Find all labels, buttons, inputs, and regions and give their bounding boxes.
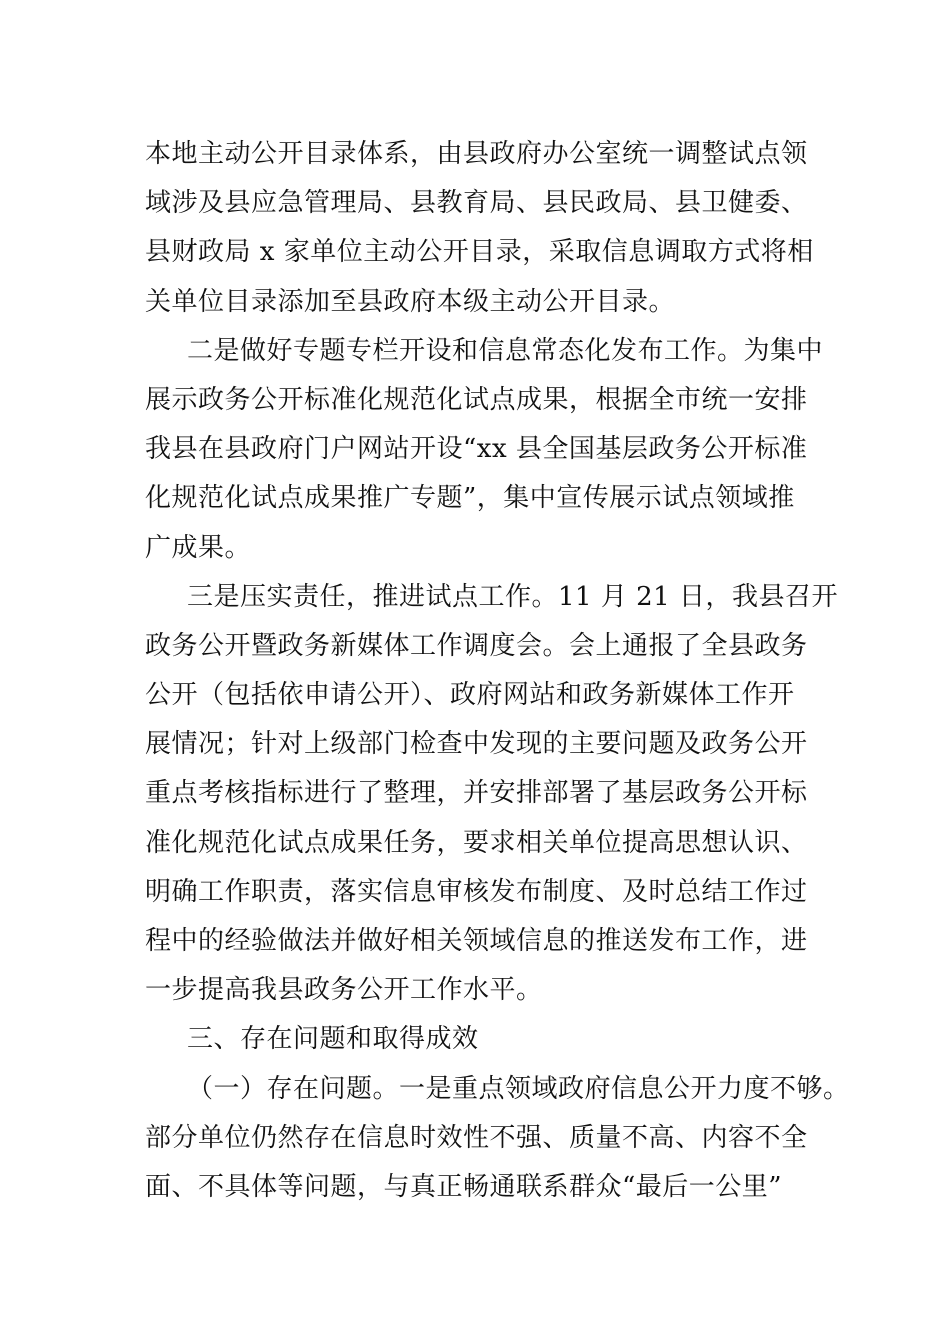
text-line: 关单位目录添加至县政府本级主动公开目录。 [145, 286, 676, 317]
paragraph-start-line: （一）存在问题。一是重点领域政府信息公开力度不够。 [187, 1073, 850, 1104]
text-line: 部分单位仍然存在信息时效性不强、质量不高、内容不全 [145, 1122, 808, 1153]
paragraph-start-line: 二是做好专题专栏开设和信息常态化发布工作。为集中 [187, 335, 824, 366]
text-line: 广成果。 [145, 532, 252, 563]
text-line: 明确工作职责，落实信息审核发布制度、及时总结工作过 [145, 876, 808, 907]
text-line: 域涉及县应急管理局、县教育局、县民政局、县卫健委、 [145, 188, 808, 219]
text-line: 展示政务公开标准化规范化试点成果，根据全市统一安排 [145, 384, 808, 415]
section-heading: 三、存在问题和取得成效 [187, 1024, 479, 1055]
text-line: 面、不具体等问题，与真正畅通联系群众“最后一公里” [145, 1171, 783, 1202]
text-line: 本地主动公开目录体系，由县政府办公室统一调整试点领 [145, 139, 808, 169]
text-line: 程中的经验做法并做好相关领域信息的推送发布工作，进 [145, 926, 808, 956]
text-line: 一步提高我县政务公开工作水平。 [145, 975, 543, 1006]
document-body [145, 130, 850, 1212]
text-line: 我县在县政府门户网站开设“xx 县全国基层政务公开标准 [145, 434, 808, 465]
text-line: 准化规范化试点成果任务，要求相关单位提高思想认识、 [145, 827, 808, 858]
text-line: 政务公开暨政务新媒体工作调度会。会上通报了全县政务 [145, 630, 808, 661]
text-line: 展情况；针对上级部门检查中发现的主要问题及政务公开 [145, 729, 808, 760]
text-line: 重点考核指标进行了整理，并安排部署了基层政务公开标 [145, 778, 808, 809]
text-line: 化规范化试点成果推广专题”，集中宣传展示试点领域推 [145, 483, 795, 514]
text-line: 公开（包括依申请公开）、政府网站和政务新媒体工作开 [145, 680, 795, 711]
paragraph-start-line: 三是压实责任，推进试点工作。11 月 21 日，我县召开 [187, 581, 838, 612]
text-line: 县财政局 x 家单位主动公开目录，采取信息调取方式将相 [145, 237, 814, 268]
